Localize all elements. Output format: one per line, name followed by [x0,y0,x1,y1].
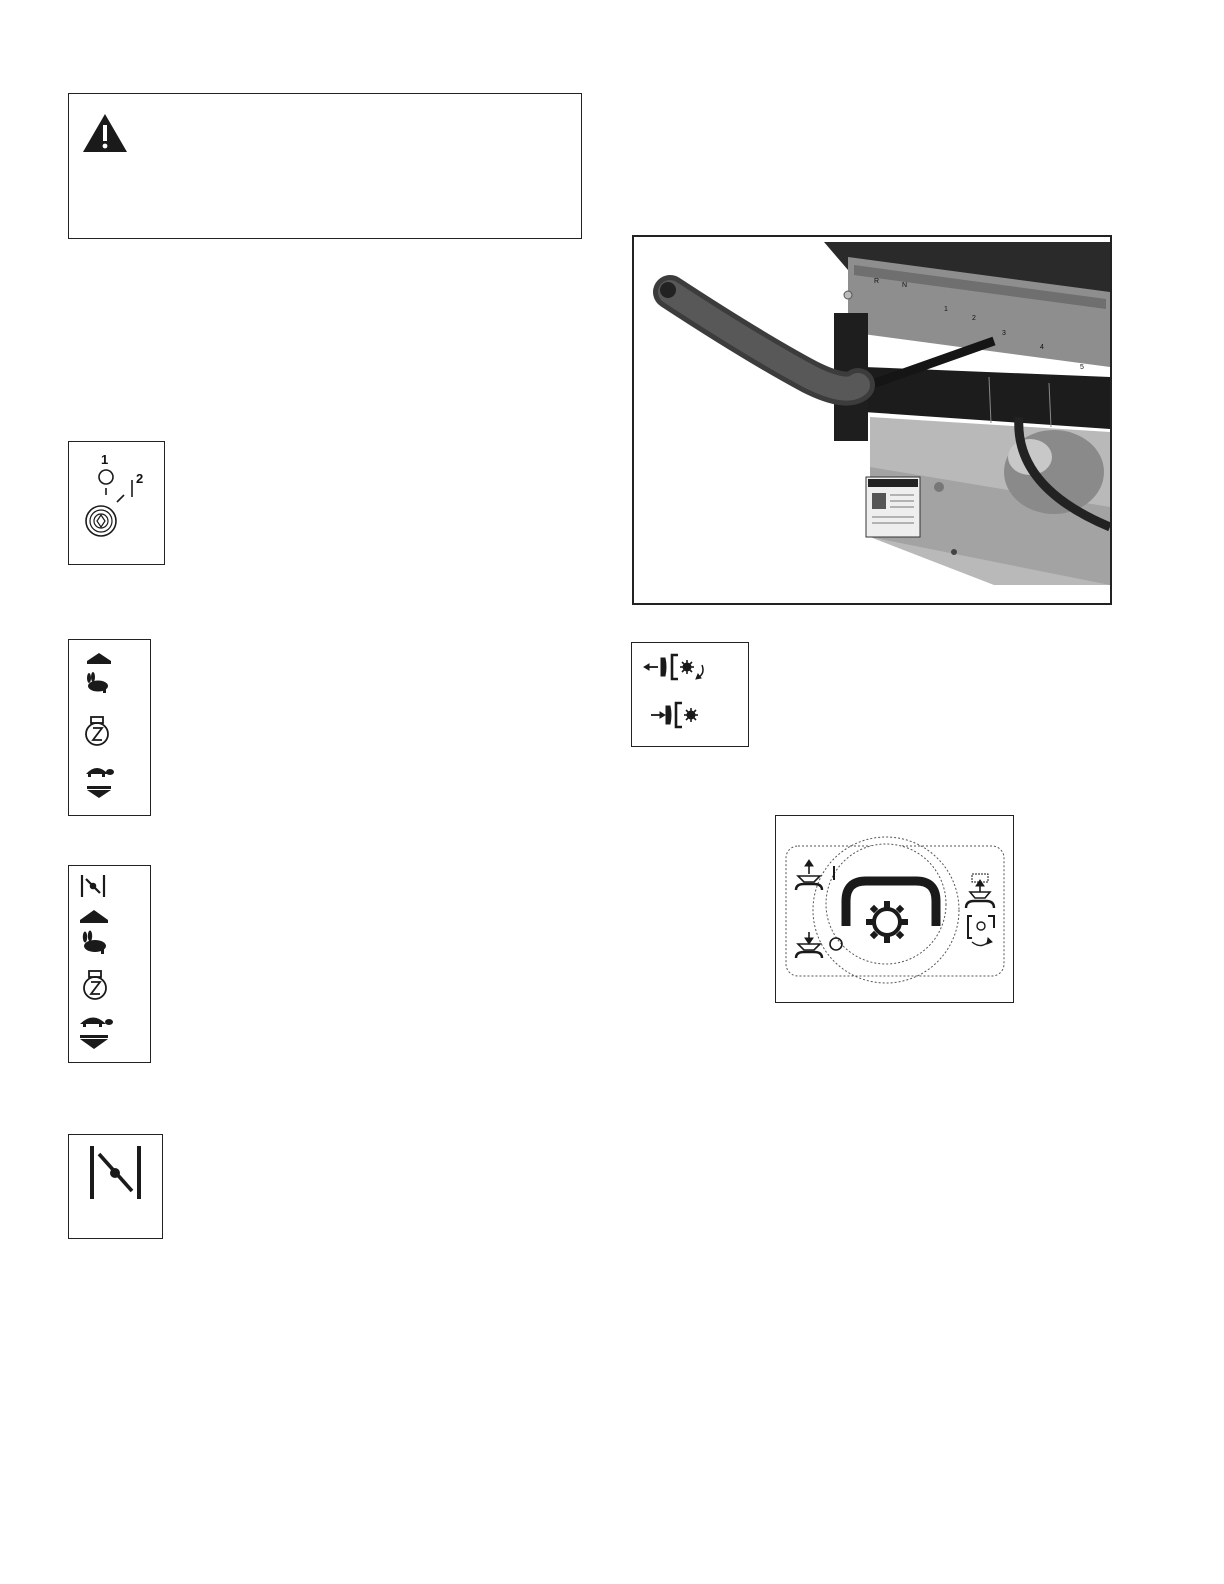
gate-label-r: R [874,278,880,285]
throttle-choke-symbol-box [68,865,151,1063]
shift-lever-illustration [634,237,1110,603]
gate-label-3: 3 [1002,330,1006,337]
throttle-icon [69,640,150,815]
chute-down-icon [796,932,842,958]
throttle-symbol-box [68,639,151,816]
warning-box [68,93,582,239]
chute-lock-icon [966,874,994,908]
choke-icon [69,1135,162,1238]
chute-rotate-icon [968,916,994,946]
clutch-disengaged-icon [644,655,703,679]
auger-control-decal-box [775,815,1014,1003]
rabbit-icon [87,672,108,693]
drive-clutch-symbol-box [631,642,749,747]
gate-label-1: 1 [944,306,948,313]
clutch-engaged-icon [651,703,698,727]
turtle-icon [86,768,114,777]
gate-label-5: 5 [1080,364,1084,371]
gate-label-4: 4 [1040,344,1044,351]
gate-label-n: N [902,282,908,289]
warning-triangle-icon [81,112,129,154]
ignition-position-off-label: 1 [101,452,109,467]
ignition-position-on-label: 2 [136,471,144,486]
choke-symbol-box [68,1134,163,1239]
shift-lever-photo [632,235,1112,605]
ignition-key-symbol-box [68,441,165,565]
ignition-key-icon [69,442,164,564]
fast-arrow-icon [87,653,111,661]
slow-arrow-icon [87,790,111,798]
choke-small-icon [82,875,104,897]
drive-clutch-icon [632,643,748,746]
auger-control-icon [776,816,1013,1002]
engine-stop-icon [86,717,108,745]
throttle-choke-icon [69,866,150,1062]
gate-label-2: 2 [972,315,976,322]
